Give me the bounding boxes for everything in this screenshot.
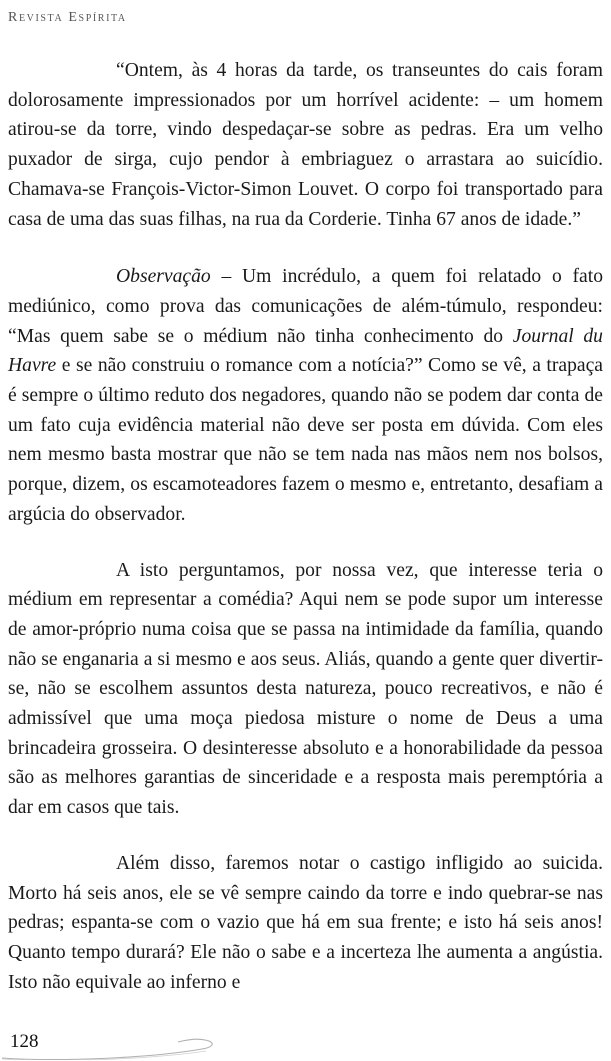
observation-text-b: e se não construiu o romance com a notícia?” Como se vê, a trapaça é sempre o último reduto dos negadores, quando não se podem dar conta de um fato cuja evidência material não deve ser posta em dúvida. Com eles nem mesmo basta mostrar que não se tem nada nas mãos nem nos bolsos, porque, dizem, os escamoteadores fazem o mesmo e, entretanto, desafiam a argúcia do observador. [8,355,603,525]
paragraph-quote: “Ontem, às 4 horas da tarde, os transeuntes do cais foram dolorosamente impressionados por um horrível acidente: – um homem atirou-se da torre, vindo despedaçar-se sobre as pedras. Era um velho puxador de sirga, cujo pendor à embriaguez o arrastara ao suicídio. Chamava-se François-Victor-Simon Louvet. O corpo foi transportado para casa de uma das suas filhas, na rua da Corderie. Tinha 67 anos de idade.” [8,60,603,230]
paragraph-question: A isto perguntamos, por nossa vez, que interesse teria o médium em representar a comédia? Aqui nem se pode supor um interesse de amor-próprio numa coisa que se passa na intimidade da família, quando não se enganaria a si mesmo e aos seus. Aliás, quando a gente quer divertir-se, não se escolhem assuntos desta natureza, pouco recreativos, e não é admissível que uma moça piedosa misture o nome de Deus a uma brincadeira grosseira. O desinteresse absoluto e a honorabilidade da pessoa são as melhores garantias de sinceridade e a resposta mais peremptória a dar em casos que tais. [8,559,603,819]
running-header: Revista Espírita [8,10,127,25]
page-body [8,56,603,997]
observation-text-a: – Um incrédulo, a quem foi relatado o fato mediúnico, como prova das comunicações de além-túmulo, respondeu: “Mas quem sabe se o médium não tinha conhecimento do [8,266,603,347]
observation-label: Observação [116,266,211,288]
paragraph-punishment: Além disso, faremos notar o castigo infligido ao suicida. Morto há seis anos, ele se vê sempre caindo da torre e indo quebrar-se nas pedras; espanta-se com o vazio que há em sua frente; e isto há seis anos! Quanto tempo durará? Ele não o sabe e a incerteza lhe aumenta a angústia. Isto não equivale ao inferno e [8,852,603,993]
journal-title: Journal du Havre [8,325,603,377]
page-number: 128 [10,1031,39,1052]
paragraph-observation [8,262,603,529]
